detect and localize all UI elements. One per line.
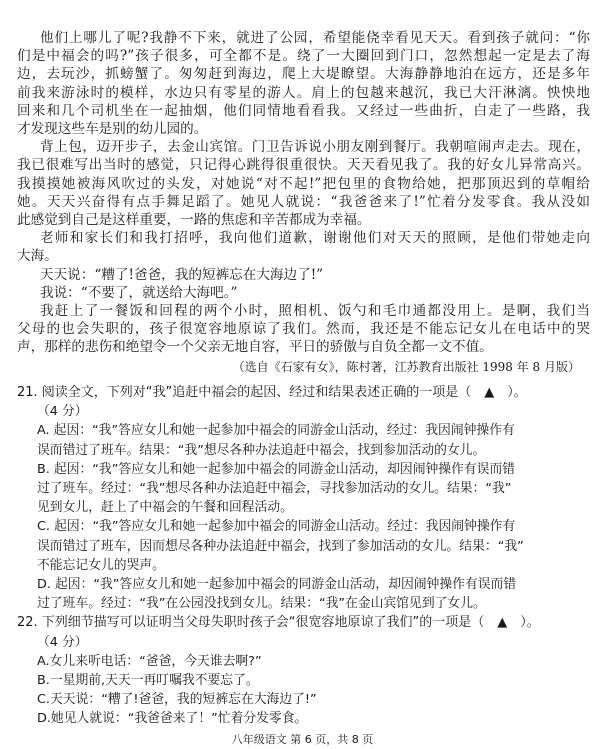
- option-line: 过了班车。经过：“我”想尽各种办法追赶中福会，寻找参加活动的女儿。结果：“我”: [37, 481, 512, 496]
- option-line: 误而错过了班车，因而想尽各种办法追赶中福会，找到了参加活动的女儿。结果：“我”: [37, 538, 524, 554]
- passage-source: （选自《石家有女》，陈村著，江苏教育出版社 1998 年 8 月版）: [232, 359, 580, 374]
- question-stem: 21. 阅读全文，下列对“我”追赶中福会的起因、经过和结果表述正确的一项是（ ▲ ）。: [17, 385, 527, 400]
- passage-line: 回来和几个司机坐在一起抽烟，他们同情地看看我。又经过一些曲折，白走了一些路，我: [17, 102, 590, 119]
- option-line: B. 起因：“我”答应女儿和她一起参加中福会的同游金山活动，却因闹钟操作有误而错: [37, 461, 516, 477]
- passage-line: 前我来游泳时的模样，水边只有零星的游人。肩上的包越来越沉，我已大汗淋漓。怏怏地: [17, 84, 590, 101]
- passage-line: 背上包，迈开步子，去金山宾馆。门卫告诉说小朋友刚到餐厅。我朝喧闹声走去。现在，: [40, 139, 590, 156]
- option-line: B.一星期前,天天一再叮嘱我不要忘了。: [37, 673, 259, 688]
- passage-line: 们是中福会的吗?”孩子很多，可全都不是。绕了一大圈回到门口，忽然想起一定是去了海: [17, 48, 590, 65]
- passage-line: 天天说：“糟了!爸爸，我的短裤忘在大海边了!”: [40, 266, 324, 283]
- passage-line: 父母的也会失职的，孩子很宽容地原谅了我们。然而，我还是不能忘记女儿在电话中的哭: [17, 321, 590, 338]
- passage-line: 我说：“不要了，就送给大海吧。”: [40, 284, 238, 301]
- passage-line: 大海。: [17, 248, 58, 265]
- passage-line: 我已很难写出当时的感觉，只记得心跳得很重很快。天天看见我了。我的好女儿异常高兴。: [17, 157, 590, 174]
- question-stem: 22. 下列细节描写可以证明当父母失职时孩子会“很宽容地原谅了我们”的一项是（ ▲ ）。: [17, 615, 540, 631]
- passage-line: 他们上哪儿了呢?我静不下来，就进了公园，希望能侥幸看见天天。看到孩子就问：“你: [40, 30, 590, 46]
- question-points: （4 分）: [37, 404, 88, 420]
- option-line: C. 起因：“我”答应女儿和她一起参加中福会的同游金山活动。经过：我因闹钟操作有: [37, 519, 516, 535]
- option-line: 误而错过了班车。结果：“我”想尽各种办法追赶中福会，找到参加活动的女儿。: [37, 442, 486, 458]
- passage-line: 此感觉到自己是这样重要，一路的焦虑和辛苦都成为幸福。: [17, 212, 371, 228]
- option-line: C.天天说：“糟了!爸爸，我的短裤忘在大海边了!”: [37, 692, 317, 708]
- passage-line: 我摸摸她被海风吹过的头发，对她说“对不起!”把包里的食物给她，把那顶迟到的草帽给: [17, 175, 590, 192]
- option-line: 过了班车。经过：“我”在公园没找到女儿。结果：“我”在金山宾馆见到了女儿。: [37, 596, 486, 612]
- option-line: 不能忘记女儿的哭声。: [37, 557, 165, 573]
- option-line: A. 起因：“我”答应女儿和她一起参加中福会的同游金山活动，经过：我因闹钟操作有: [37, 423, 515, 439]
- option-line: 见到女儿，赶上了中福会的午餐和回程活动。: [37, 500, 293, 516]
- passage-line: 才发现这些车是别的幼儿园的。: [17, 121, 208, 137]
- passage-line: 边，去玩沙，抓螃蟹了。匆匆赶到海边，爬上大堤瞭望。大海静静地泊在远方，还是多年: [17, 66, 590, 83]
- passage-line: 声，那样的悲伤和绝望令一个父亲无地自容，平日的骄傲与自负全都一文不值。: [17, 339, 493, 356]
- page-footer: 八年级语文 第 6 页，共 8 页: [231, 733, 374, 746]
- option-line: D.她见人就说：“我爸爸来了！”忙着分发零食。: [37, 711, 308, 727]
- passage-line: 老师和家长们和我打招呼，我向他们道歉，谢谢他们对天天的照顾，是他们带她走向: [40, 230, 590, 247]
- question-points: （4 分）: [37, 634, 88, 650]
- option-line: D. 起因：“我”答应女儿和她一起参加中福会的同游金山活动，却因闹钟操作有误而错: [37, 577, 517, 592]
- passage-line: 我赶上了一餐饭和回程的两个小时，照相机、饭勺和毛巾通都没用上。是啊，我们当: [40, 303, 590, 319]
- option-line: A.女儿来听电话：“爸爸，今天谁去啊?”: [37, 653, 262, 669]
- passage-line: 她。天天兴奋得有点手舞足蹈了。她见人就说：“我爸爸来了!”忙着分发零食。我从没如: [17, 193, 590, 210]
